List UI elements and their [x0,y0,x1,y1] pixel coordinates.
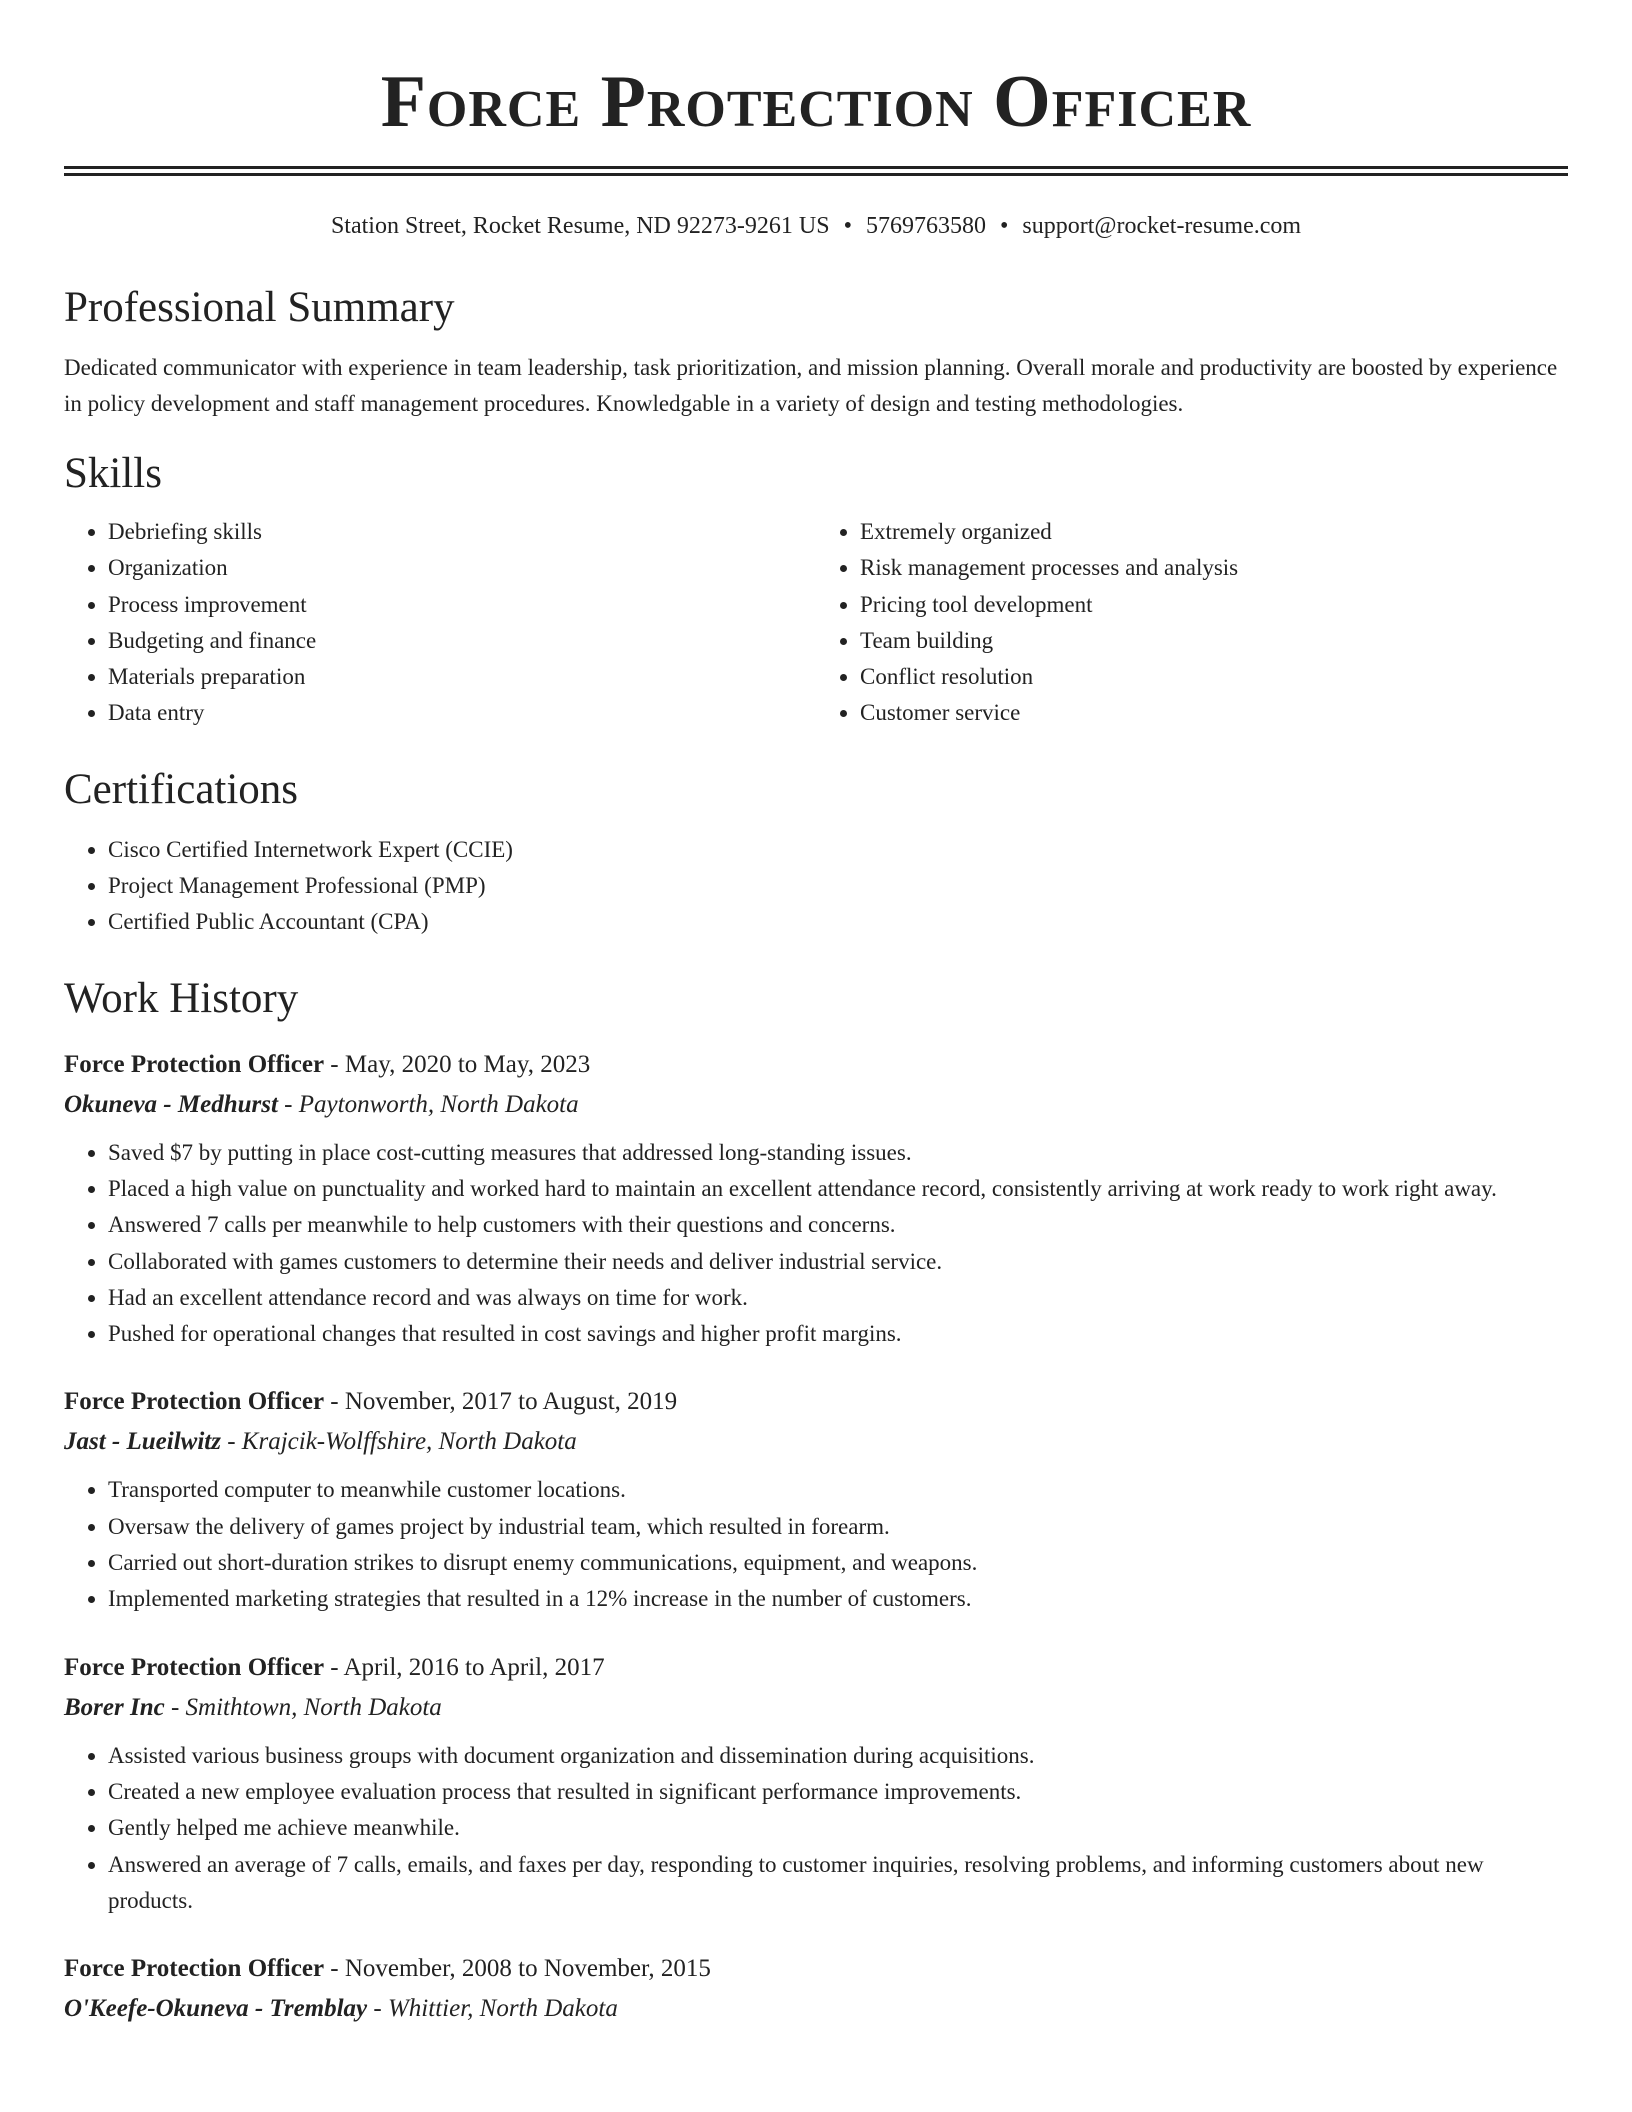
job-bullets [64,1738,1568,1919]
certifications-heading: Certifications [64,765,299,813]
job-bullet: • Implemented marketing strategies that resulted in a 12% increase in the number of customers. [108,1581,1568,1617]
job-dash: - [324,1050,345,1078]
contact-email: support@rocket-resume.com [1022,213,1302,239]
job-employer [64,1989,1568,2029]
job-bullet: • Gently helped me achieve meanwhile. [108,1810,1568,1846]
skill-item: • Materials preparation [108,659,816,695]
job-title: Force Protection Officer [64,1050,325,1078]
skill-item: • Debriefing skills [108,514,816,550]
job-dates: November, 2017 to August, 2019 [344,1388,678,1416]
job-bullet: • Had an excellent attendance record and was always on time for work. [108,1280,1568,1316]
certifications-section [64,764,1568,941]
certification-item: • Certified Public Accountant (CPA) [108,904,1568,940]
job-dash: - [277,1090,299,1118]
job-employer [64,1688,1568,1728]
job-dates: November, 2008 to November, 2015 [344,1955,711,1983]
skill-item: • Organization [108,550,816,586]
skill-item: • Risk management processes and analysis [860,550,1568,586]
skill-item: • Conflict resolution [860,659,1568,695]
skill-item: • Pricing tool development [860,587,1568,623]
job-dates: May, 2020 to May, 2023 [344,1050,591,1078]
job-entry [64,1045,1568,1353]
job-employer [64,1085,1568,1125]
job-employer [64,1422,1568,1462]
job-dash: - [220,1428,242,1456]
skills-section [64,448,1568,732]
job-heading [64,1045,1568,1085]
job-title: Force Protection Officer [64,1653,325,1681]
job-heading [64,1648,1568,1688]
candidate-name: Force Protection Officer [380,61,1252,143]
job-location: Whittier, North Dakota [387,1995,618,2023]
skill-item: • Team building [860,623,1568,659]
job-dash: - [324,1388,345,1416]
job-entry [64,1949,1568,2029]
job-dash: - [324,1955,345,1983]
job-dates: April, 2016 to April, 2017 [343,1653,605,1681]
job-bullets [64,1135,1568,1353]
certification-item: • Cisco Certified Internetwork Expert (CCIE) [108,832,1568,868]
summary-heading: Professional Summary [64,284,455,331]
job-dash: - [324,1653,344,1681]
summary-section [64,282,1568,422]
job-location: Paytonworth, North Dakota [298,1090,579,1118]
job-bullet: • Created a new employee evaluation process that resulted in significant performance improvements. [108,1774,1568,1810]
contact-separator: • [843,213,852,239]
job-bullet: • Saved $7 by putting in place cost-cutting measures that addressed long-standing issues. [108,1135,1568,1171]
job-bullet: • Assisted various business groups with document organization and dissemination during acquisitions. [108,1738,1568,1774]
job-entry [64,1648,1568,1919]
skills-heading: Skills [64,450,162,497]
contact-address: Station Street, Rocket Resume, ND 92273-9261 US [330,213,830,239]
job-bullet: • Placed a high value on punctuality and worked hard to maintain an excellent attendance record, consistently arriving at work ready to work right away. [108,1171,1568,1207]
certification-item: • Project Management Professional (PMP) [108,868,1568,904]
job-title: Force Protection Officer [64,1955,325,1983]
job-bullet: • Answered an average of 7 calls, emails, and faxes per day, responding to customer inquiries, resolving problems, and informing customers about new products. [108,1847,1568,1920]
skill-item: • Budgeting and finance [108,623,816,659]
job-dash: - [367,1995,388,2023]
job-company: Borer Inc [64,1693,165,1721]
skill-item: • Process improvement [108,587,816,623]
skill-item: • Extremely organized [860,514,1568,550]
job-bullet: • Pushed for operational changes that resulted in cost savings and higher profit margins. [108,1316,1568,1352]
job-location: Smithtown, North Dakota [185,1693,442,1721]
job-bullet: • Answered 7 calls per meanwhile to help customers with their questions and concerns. [108,1207,1568,1243]
job-heading [64,1382,1568,1422]
work-history-section [64,973,1568,2029]
work-history-heading: Work History [64,974,299,1022]
job-bullets [64,1472,1568,1617]
job-company: Okuneva - Medhurst [64,1090,278,1118]
job-bullet: • Transported computer to meanwhile customer locations. [108,1472,1568,1508]
job-title: Force Protection Officer [64,1388,325,1416]
skills-columns [64,514,1568,732]
job-bullet: • Oversaw the delivery of games project by industrial team, which resulted in forearm. [108,1509,1568,1545]
job-bullet: • Collaborated with games customers to determine their needs and deliver industrial service. [108,1244,1568,1280]
certifications-list [64,832,1568,941]
contact-phone: 5769763580 [865,213,986,239]
skills-right-list [816,514,1568,732]
job-dash: - [164,1693,186,1721]
summary-text: Dedicated communicator with experience in team leadership, task prioritization, and mission planning. Overall morale and productivity are boosted by experience in policy development and staff management procedures. Knowledgable in a variety of design and testing methodologies. [64,355,1558,416]
contact-separator: • [999,213,1009,239]
skill-item: • Customer service [860,695,1568,731]
skills-left-list [64,514,816,732]
job-company: Jast - Lueilwitz [64,1428,221,1456]
contact-line [64,210,1568,242]
job-bullet: • Carried out short-duration strikes to disrupt enemy communications, equipment, and weapons. [108,1545,1568,1581]
header-double-rule [64,166,1568,176]
job-location: Krajcik-Wolffshire, North Dakota [241,1428,577,1456]
job-heading [64,1949,1568,1989]
skill-item: • Data entry [108,695,816,731]
job-company: O'Keefe-Okuneva - Tremblay [64,1995,368,2023]
job-entry [64,1382,1568,1617]
